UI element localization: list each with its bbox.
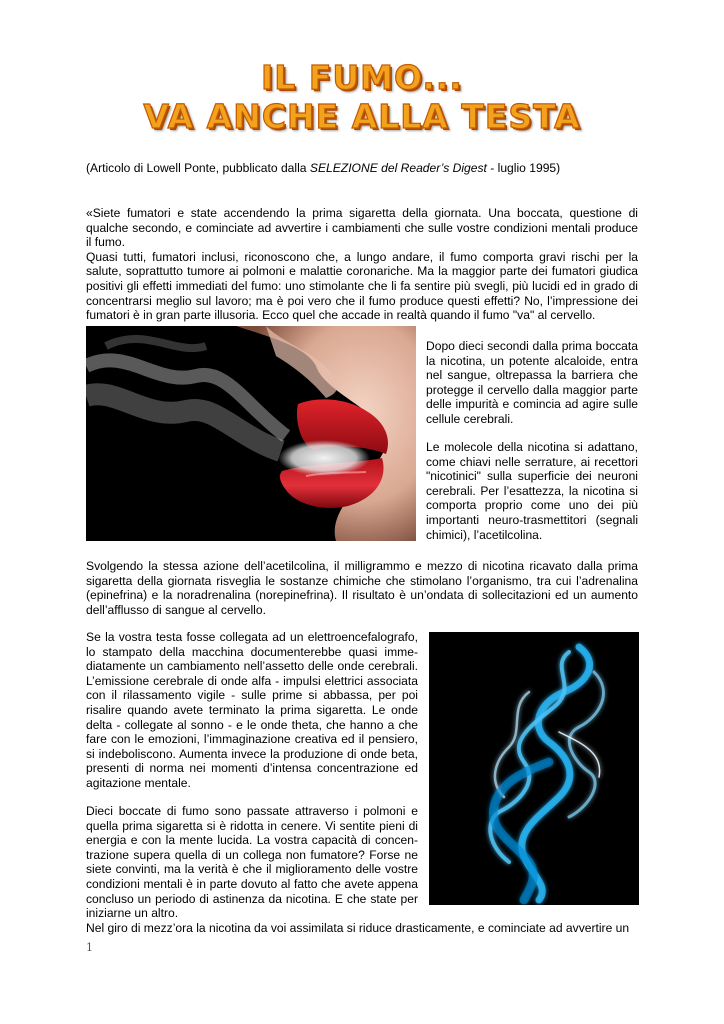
- paragraph-intro-2: Quasi tutti, fumatori inclusi, riconoscono che, a lungo andare, il fumo comporta gravi rischi per la salute, soprattutto tumore ai polmoni e malattie coronariche. Ma la maggior parte dei fumatori giudica positivi gli effetti immediati del fumo: uno stimolante che li fa sentire più svegli, più lucidi ed in grado di concentrarsi meglio sul lavoro; ma è poi vero che il fumo produce questi effetti? No, l’impressione dei fumatori è in gran parte illusoria. Ecco quel che accade in realtà quando il fumo "va" al cervello.: [86, 249, 638, 323]
- byline-source: SELEZIONE del Reader’s Digest: [309, 161, 487, 175]
- intro-section: [86, 206, 638, 323]
- paragraph-right-1: Dopo dieci secondi dalla prima boccata la nicotina, un potente alcaloide, entra nel sangue, oltrepassa la barriera che protegge il cervello dalla maggior parte delle impurità e comincia ad agire sulle cellule cerebrali.: [426, 339, 638, 426]
- paragraph-intro-1: «Siete fumatori e state accendendo la prima sigaretta della giornata. Una boccata, questione di qualche secondo, e cominciate ad avvertire i cambiamenti che sulle vostre condizioni mentali produce il fumo.: [86, 206, 638, 250]
- title-line-2: VA ANCHE ALLA TESTA: [143, 97, 581, 136]
- title-line-1: IL FUMO...: [261, 58, 463, 97]
- paragraph-last: Nel giro di mezz’ora la nicotina da voi assimilata si riduce drasticamente, e cominciate ad avvertire un: [86, 921, 630, 935]
- lips-smoke-photo: [86, 326, 416, 541]
- page-number: 1: [86, 941, 93, 954]
- blue-smoke-photo: [429, 632, 639, 905]
- byline-prefix: (Articolo di Lowell Ponte, pubblicato dalla: [86, 161, 310, 175]
- paragraph-middle: Svolgendo la stessa azione dell’acetilcolina, il milligrammo e mezzo di nicotina ricavato dalla prima sigaretta della giornata risveglia le sostanze chimiche che stimolano l’organismo, tra cui l’adrenalina (epinefrina) e la noradrenalina (norepinefrina). Il risultato è un’ondata di sollecitazioni ed un aumento dell’afflusso di sangue al cervello.: [86, 559, 638, 617]
- byline-suffix: - luglio 1995): [486, 161, 561, 175]
- paragraph-left-1: Se la vostra testa fosse collegata ad un elettroencefalografo, lo stampato della macchina documenterebbe quasi imme-diatamente un cambiamento nell’assetto delle onde cerebrali. L’emissione cerebrale di onde alfa - impulsi elettrici associata con il rilassamento vigile - sulle prime si abbassa, per poi risalire quando avete terminato la prima sigaretta. Le onde delta - collegate al sonno - e le onde theta, che hanno a che fare con le emozioni, l’immaginazione creativa ed il pensiero, si indeboliscono. Aumenta invece la produzione di onde beta, presenti di norma nei momenti d’intensa concentrazione ed agitazione mentale.: [86, 630, 418, 790]
- paragraph-left-2: Dieci boccate di fumo sono passate attraverso i polmoni e quella prima sigaretta si è ridotta in cenere. Vi sentite pieni di energia e con la mente lucida. La vostra capacità di concen-trazione supera quella di un collega non fumatore? Forse ne siete convinti, ma la verità è che il miglioramento delle vostre condizioni mentali è in parte dovuto al fatto che avete appena concluso un periodo di astinenza da nicotina. E che state per iniziarne un altro.: [86, 804, 418, 921]
- byline: [86, 161, 646, 176]
- paragraph-right-2: Le molecole della nicotina si adattano, come chiavi nelle serrature, ai recettori "nicotinici" sulla superficie dei neuroni cerebrali. Per l’esattezza, la nicotina si comporta proprio come uno dei più importanti neuro-trasmettitori (segnali chimici), l’acetilcolina.: [426, 440, 638, 542]
